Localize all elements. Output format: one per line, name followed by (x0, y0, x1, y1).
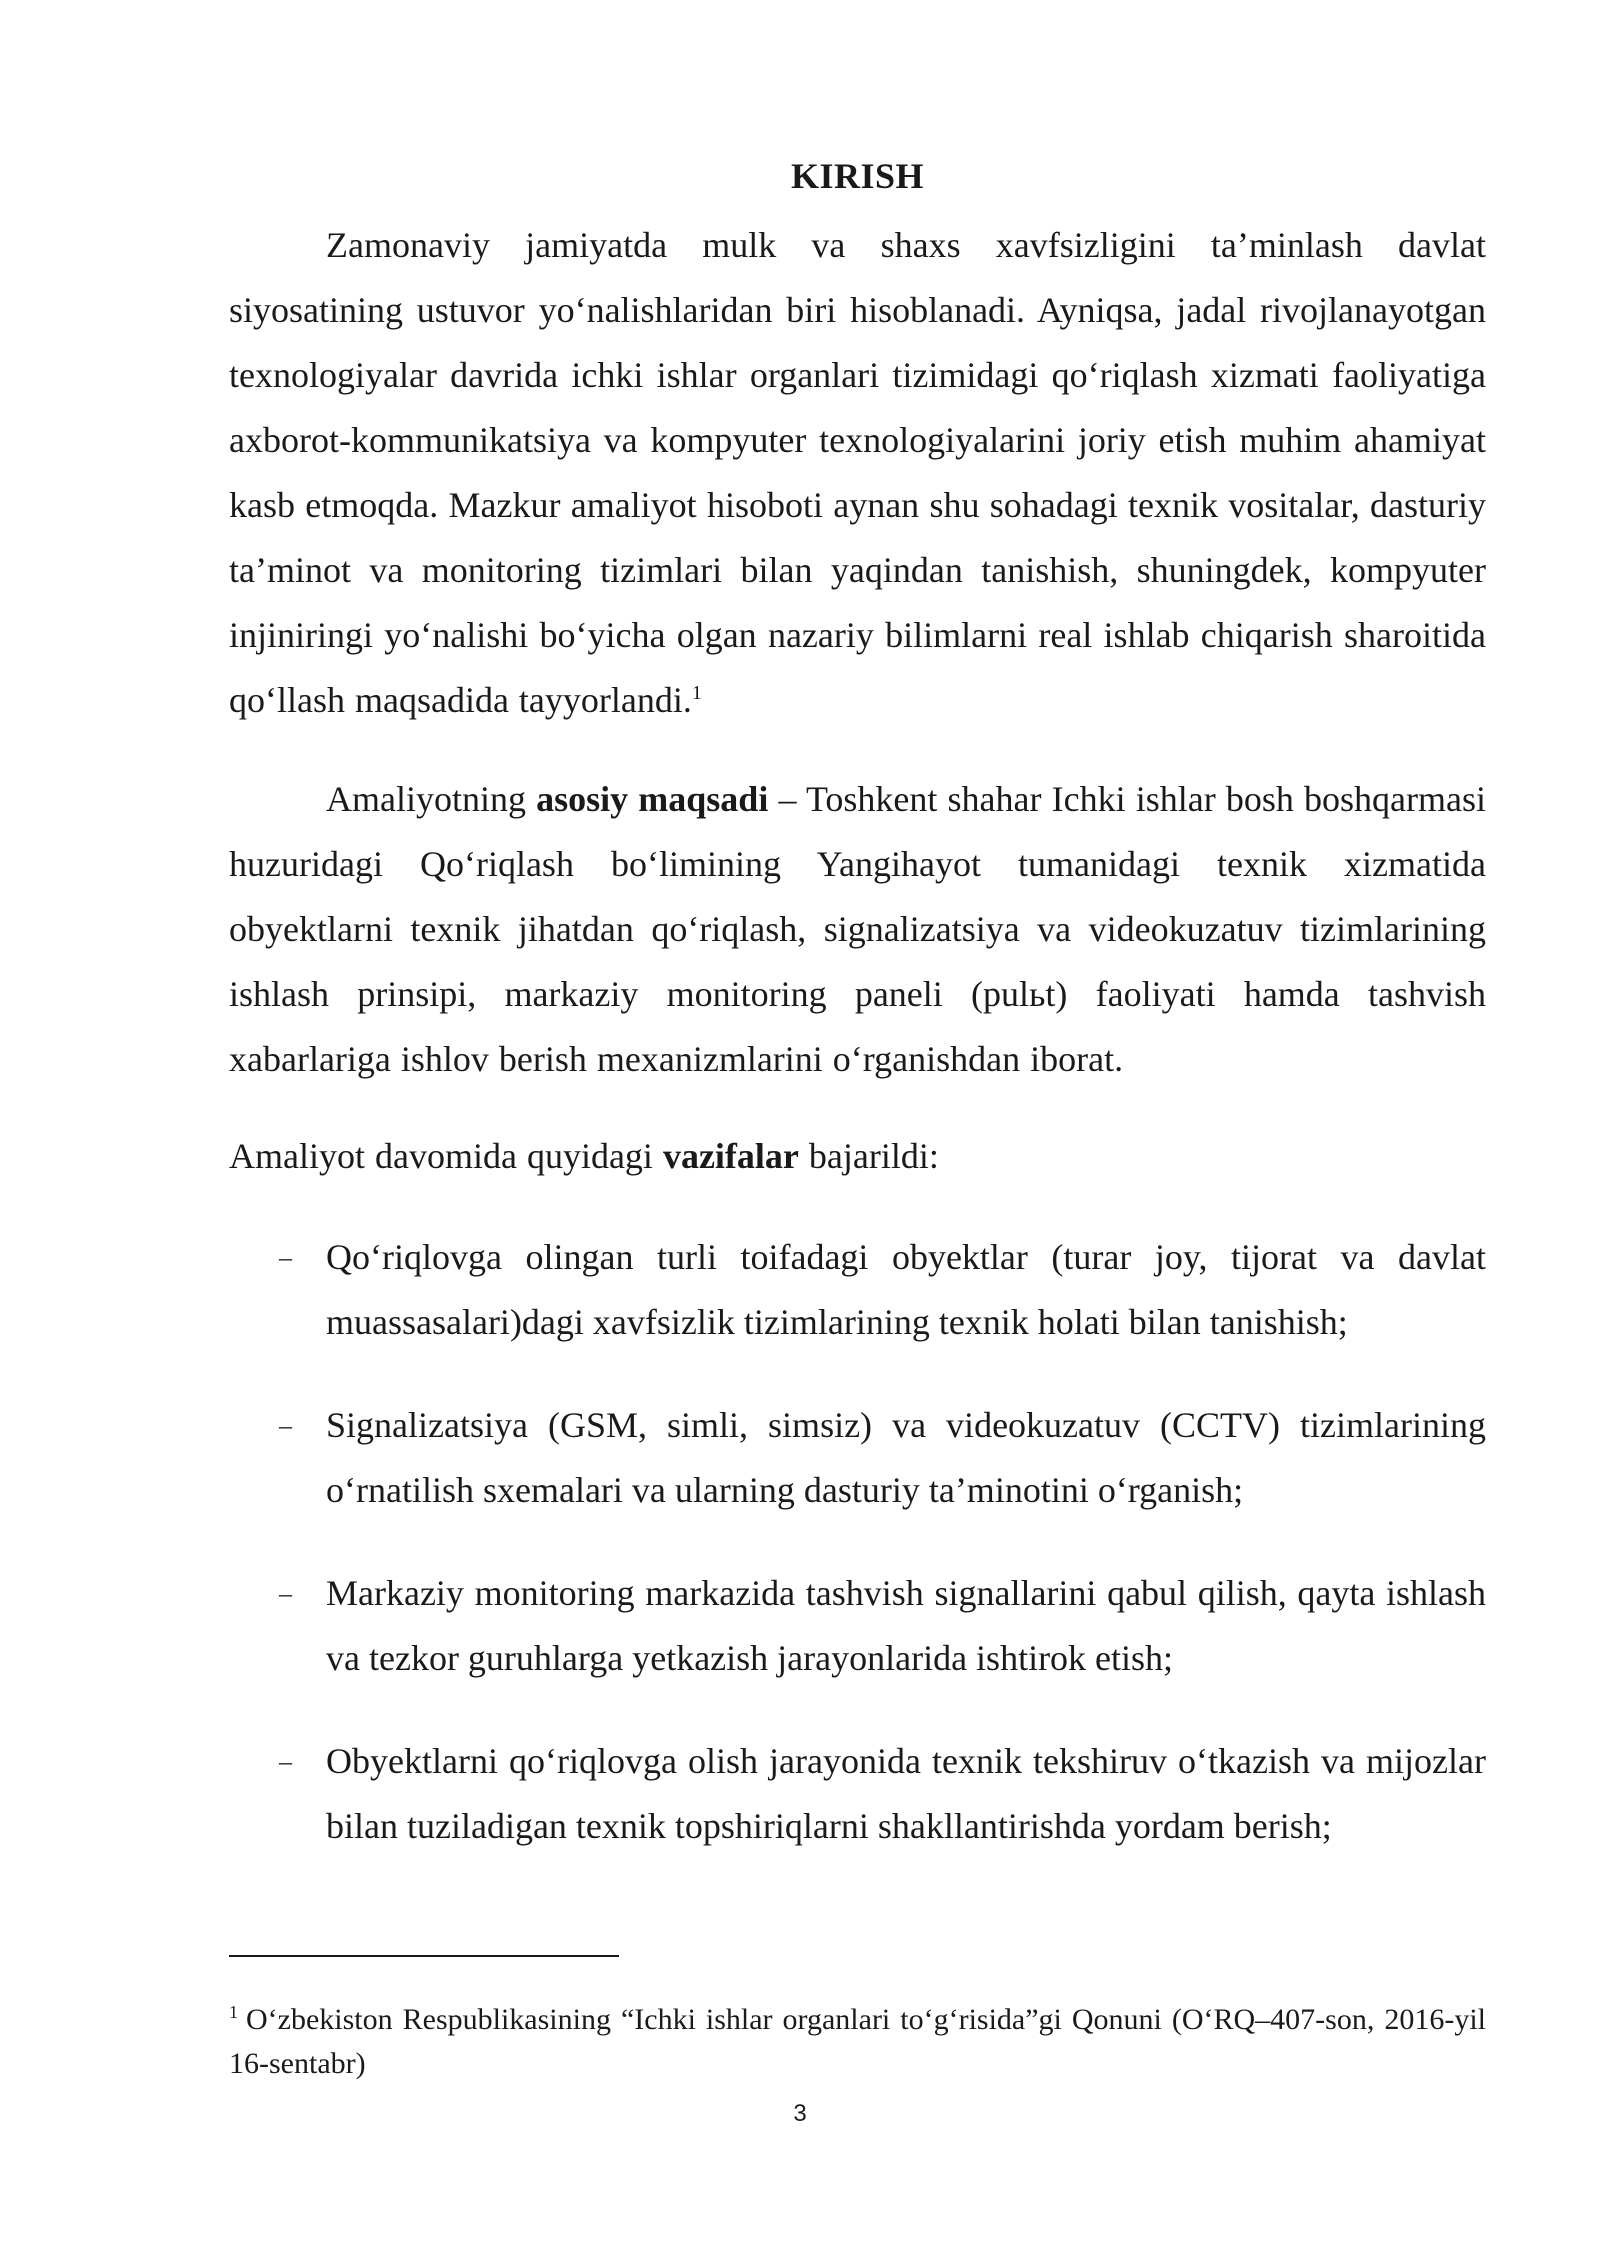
list-item (229, 1729, 1486, 1859)
list-item (229, 1561, 1486, 1691)
list-item-text: Signalizatsiya (GSM, simli, simsiz) va videokuzatuv (CCTV) tizimlarining o‘rnatilish sxemalari va ularning dasturiy ta’minotini o‘rganish; (326, 1405, 1486, 1510)
goal-lead-text: Amaliyotning (326, 779, 537, 819)
section-heading: KIRISH (790, 156, 925, 196)
tasks-bold-term: vazifalar (662, 1136, 799, 1176)
list-dash-marker: – (279, 1747, 292, 1776)
list-item-text: Markaziy monitoring markazida tashvish signallarini qabul qilish, qayta ishlash va tezkor guruhlarga yetkazish jarayonlarida ishtirok etish; (326, 1573, 1486, 1678)
intro-paragraph-text: Zamonaviy jamiyatda mulk va shaxs xavfsizligini ta’minlash davlat siyosatining ustuvor yo‘nalishlaridan biri hisoblanadi. Ayniqsa, jadal rivojlanayotgan texnologiyalar davrida ichki ishlar organlari tizimidagi qo‘riqlash xizmati faoliyatiga axborot-kommunikatsiya va kompyuter texnologiyalarini joriy etish muhim ahamiyat kasb etmoqda. Mazkur amaliyot hisoboti aynan shu sohadagi texnik vositalar, dasturiy ta’minot va monitoring tizimlari bilan yaqindan tanishish, shuningdek, kompyuter injiniringi yo‘nalishi bo‘yicha olgan nazariy bilimlarni real ishlab chiqarish sharoitida qo‘llash maqsadida tayyorlandi. (229, 225, 1486, 720)
footnote-reference[interactable]: 1 (691, 682, 702, 704)
list-item-text: Qo‘riqlovga olingan turli toifadagi obyektlar (turar joy, tijorat va davlat muassasalari)dagi xavfsizlik tizimlarining texnik holati bilan tanishish; (326, 1237, 1486, 1342)
list-item (229, 1225, 1486, 1355)
list-dash-marker: – (279, 1579, 292, 1608)
list-item-text: Obyektlarni qo‘riqlovga olish jarayonida texnik tekshiruv o‘tkazish va mijozlar bilan tuziladigan texnik topshiriqlarni shakllantirishda yordam berish; (326, 1741, 1486, 1846)
list-dash-marker: – (279, 1411, 292, 1440)
footnote (229, 1998, 1486, 2086)
footnote-text: O‘zbekiston Respublikasining “Ichki ishlar organlari to‘g‘risida”gi Qonuni (O‘RQ–407-son, 2016-yil 16-sentabr) (229, 2003, 1486, 2080)
tasks-intro-paragraph (229, 1124, 1486, 1189)
list-dash-marker: – (279, 1243, 292, 1272)
page-number: 3 (793, 2100, 807, 2127)
intro-paragraph (229, 213, 1486, 733)
goal-bold-term: asosiy maqsadi (536, 779, 769, 819)
footnote-number: 1 (229, 2002, 238, 2022)
footnote-separator (229, 1955, 619, 1957)
list-item (229, 1393, 1486, 1523)
main-content (229, 145, 1486, 1897)
tasks-lead-text: Amaliyot davomida quyidagi (229, 1136, 663, 1176)
tasks-list (229, 1225, 1486, 1859)
goal-paragraph (229, 767, 1486, 1092)
goal-rest-text: – Toshkent shahar Ichki ishlar bosh boshqarmasi huzuridagi Qo‘riqlash bo‘limining Yangihayot tumanidagi texnik xizmatida obyektlarni texnik jihatdan qo‘riqlash, signalizatsiya va videokuzatuv tizimlarining ishlash prinsipi, markaziy monitoring paneli (pulьt) faoliyati hamda tashvish xabarlariga ishlov berish mexanizmlarini o‘rganishdan iborat. (229, 779, 1486, 1079)
tasks-rest-text: bajarildi: (798, 1136, 939, 1176)
